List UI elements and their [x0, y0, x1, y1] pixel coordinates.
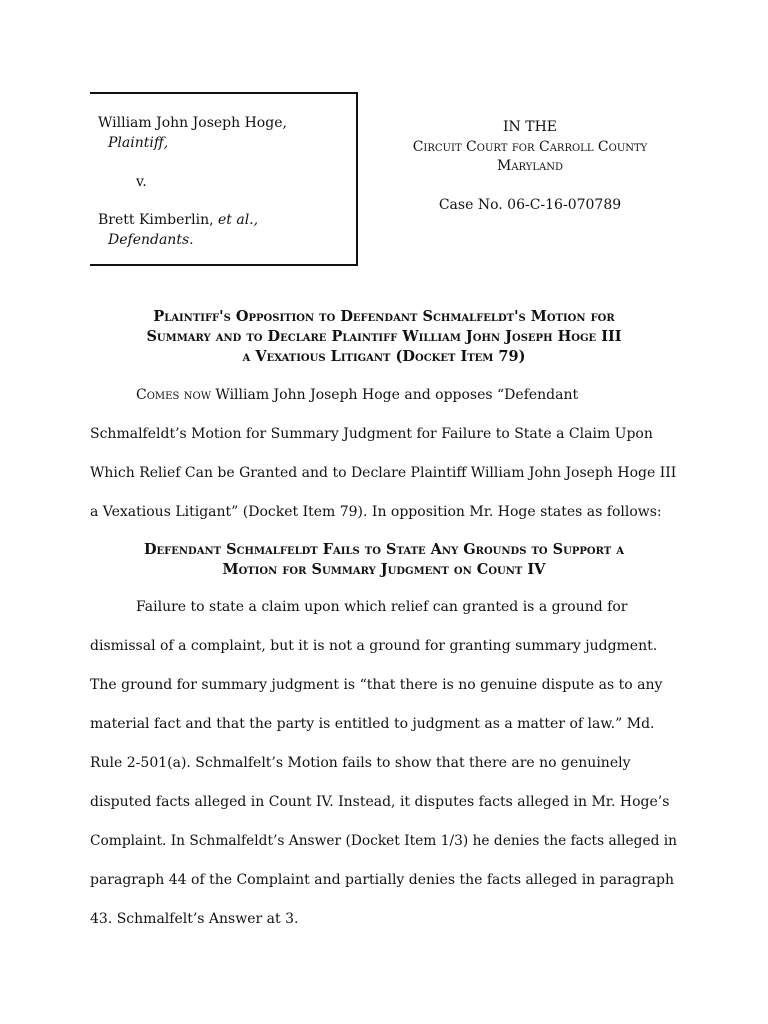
- court-state: Maryland: [496, 158, 563, 174]
- court-in-the: IN THE: [503, 119, 557, 135]
- body-line: material fact and that the party is entitled to judgment as a matter of law.” Md.: [90, 716, 655, 732]
- document-title: [90, 307, 678, 367]
- intro-line-3: Which Relief Can be Granted and to Declare Plaintiff William John Joseph Hoge III: [90, 465, 677, 481]
- body-line: disputed facts alleged in Count IV. Instead, it disputes facts alleged in Mr. Hoge’s: [90, 794, 670, 810]
- intro-line-2: Schmalfeldt’s Motion for Summary Judgment for Failure to State a Claim Upon: [90, 426, 653, 442]
- case-number: Case No. 06-C-16-070789: [438, 197, 622, 213]
- body-line: Failure to state a claim upon which relief can granted is a ground for: [136, 599, 628, 615]
- heading-line-1: Defendant Schmalfeldt Fails to State Any Grounds to Support a: [143, 541, 624, 558]
- section-heading: [90, 540, 678, 580]
- title-line-2: Summary and to Declare Plaintiff William John Joseph Hoge III: [146, 328, 622, 345]
- intro-line-1: Comes now William John Joseph Hoge and opposes “Defendant: [136, 387, 579, 403]
- plaintiff-name: William John Joseph Hoge,: [98, 115, 287, 131]
- intro-paragraph: [90, 376, 680, 532]
- plaintiff-role: Plaintiff,: [108, 135, 169, 151]
- body-paragraph: [90, 588, 680, 939]
- body-line: 43. Schmalfelt’s Answer at 3.: [90, 911, 299, 927]
- body-line: Complaint. In Schmalfeldt’s Answer (Docket Item 1/3) he denies the facts alleged in: [90, 833, 678, 849]
- comes-now-lead: Comes now: [136, 387, 211, 403]
- body-line: The ground for summary judgment is “that there is no genuine dispute as to any: [90, 677, 663, 693]
- defendant-role: Defendants.: [108, 232, 194, 248]
- intro-line-4: a Vexatious Litigant” (Docket Item 79). In opposition Mr. Hoge states as follows:: [90, 504, 662, 520]
- body-line: dismissal of a complaint, but it is not a ground for granting summary judgment.: [90, 638, 658, 654]
- body-line: paragraph 44 of the Complaint and partially denies the facts alleged in paragraph: [90, 872, 674, 888]
- defendant-name: Brett Kimberlin, et al.,: [98, 212, 259, 228]
- court-heading: [380, 118, 680, 216]
- versus-label: v.: [136, 174, 147, 190]
- heading-line-2: Motion for Summary Judgment on Count IV: [222, 561, 546, 578]
- title-line-3: a Vexatious Litigant (Docket Item 79): [242, 348, 526, 365]
- court-name: Circuit Court for Carroll County: [412, 138, 648, 155]
- title-line-1: Plaintiff's Opposition to Defendant Schmalfeldt's Motion for: [153, 308, 615, 325]
- body-line: Rule 2-501(a). Schmalfelt’s Motion fails to show that there are no genuinely: [90, 755, 631, 771]
